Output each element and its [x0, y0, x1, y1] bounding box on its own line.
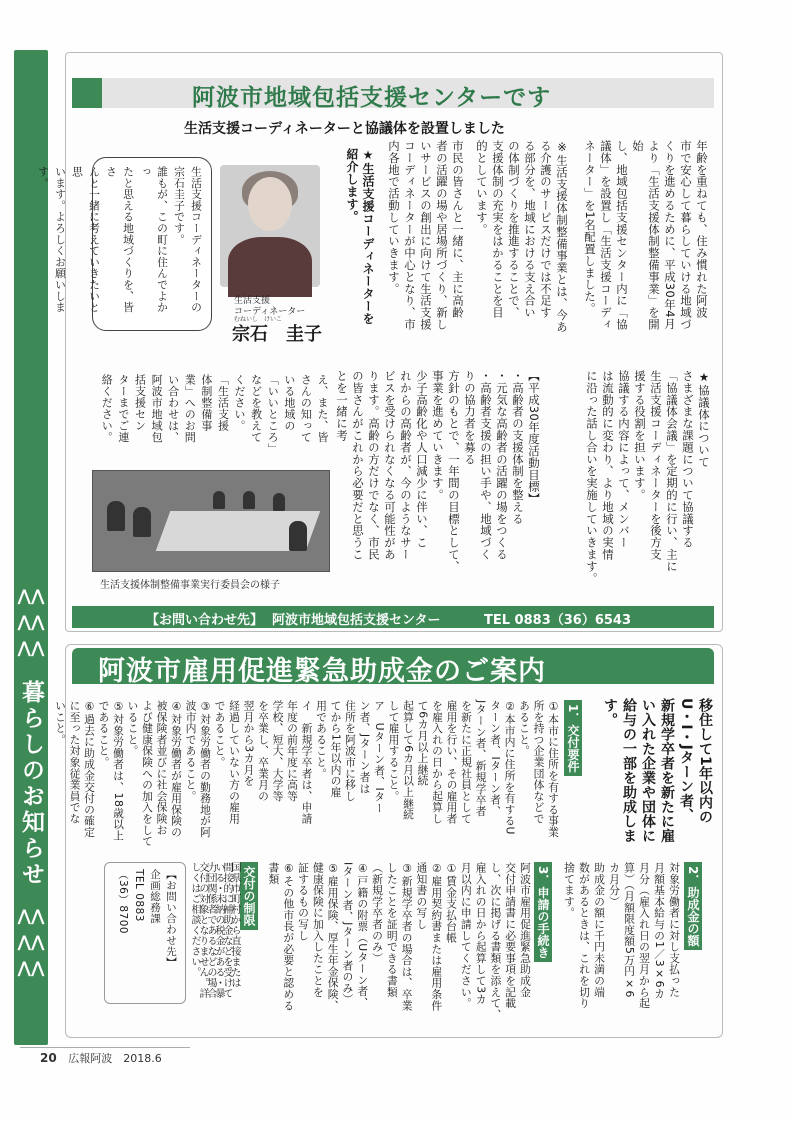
- requirements-list: [54, 700, 560, 860]
- text-line: の体制づくりを推進することで、: [507, 140, 521, 319]
- text-line: 絡ください。: [100, 374, 114, 443]
- text-line: たと思える地域づくりを、皆さ: [105, 166, 135, 313]
- speech-bubble: [37, 157, 212, 331]
- text-line: ・元気な高齢者の活躍の場をつくる: [495, 370, 509, 561]
- text-line: 業」へのお問: [183, 374, 197, 443]
- text-line: であること。: [213, 700, 227, 768]
- text-line: 【平成30年度活動目標】: [527, 370, 541, 505]
- side-section-title: 暮らしのお知らせ: [18, 680, 44, 888]
- bottom-title: 阿波市雇用促進緊急助成金のご案内: [98, 656, 546, 687]
- text-line: とを一緒に考: [335, 370, 349, 442]
- text-line: 用であること。: [315, 700, 328, 780]
- chevron-mark-icon: ⋀⋀: [17, 906, 45, 925]
- text-line: 対象労働者に対し支払った: [668, 862, 681, 998]
- text-line: 翌月から3カ月を: [242, 700, 256, 787]
- side-marks-bottom: [14, 905, 48, 983]
- text-line: ン者、Jターン者は: [358, 700, 372, 795]
- bottom-contact-text: [109, 869, 179, 997]
- note-paragraph: [470, 140, 570, 340]
- text-line: に沿った話し合いを実施していきます。: [585, 370, 599, 585]
- text-line: 住所を阿波市に移し: [344, 700, 357, 802]
- chevron-mark-icon: ⋀⋀: [17, 638, 45, 657]
- text-line: ・高齢者の支援体制を整える: [511, 370, 525, 525]
- text-line: 年度の前年度に高等: [286, 700, 299, 802]
- text-line: 給与の一部を助成しま: [621, 698, 637, 843]
- text-line: 月以内に申請してください。: [459, 862, 473, 1009]
- text-line: ・高齢者支援の担い手や、地域づく: [479, 370, 493, 561]
- text-line: 阿波市地域包: [150, 374, 164, 443]
- text-line: 市民の皆さんと一緒に、主に高齢: [451, 140, 465, 319]
- text-line: ターまでご連: [116, 374, 130, 443]
- text-line: あること。: [518, 700, 531, 757]
- text-line: ①本市に住所を有する事業: [547, 700, 560, 838]
- text-line: 援する役割を担います。: [633, 370, 647, 501]
- text-line: います。よろしくお願いします。: [37, 166, 67, 313]
- text-line: 企画総務課: [149, 869, 161, 924]
- text-line: しくはご相談ください。: [189, 862, 200, 978]
- text-line: 健康保険に加入したことを: [311, 862, 325, 998]
- text-line: いサービスの創出に向けて生活支援: [419, 140, 433, 331]
- text-line: 年齢を重ねても、住み慣れた阿波: [695, 140, 709, 319]
- text-line: ⑤雇用保険、厚生年金保険、: [326, 862, 340, 1012]
- text-line: より「生活支援体制整備事業」を開始: [631, 140, 661, 331]
- top-subtitle: 生活支援コーディネーターと協議体を設置しました: [184, 121, 505, 137]
- text-line: （36）8700: [117, 869, 129, 935]
- goals-paragraph: [334, 370, 542, 602]
- text-line: コーディネーターが中心となり、市: [403, 140, 417, 331]
- text-line: 紹介します。: [345, 148, 359, 223]
- text-line: 「協議体会議」を定期的に行い、主に: [665, 370, 679, 573]
- text-line: いる地域の: [282, 374, 296, 432]
- text-line: 学校、短大、大学等: [271, 700, 285, 802]
- text-line: ①賃金支払台帳: [445, 862, 459, 944]
- text-line: ビスを受けられなくなる可能性があ: [383, 370, 397, 561]
- bottom-title-banner: [72, 648, 714, 687]
- text-line: て6カ月以上継続: [416, 700, 430, 787]
- text-line: に至った対象従業員でな: [68, 700, 82, 825]
- text-line: 所を持つ企業団体などで: [532, 700, 546, 825]
- text-line: であること。: [97, 700, 111, 768]
- procedure-list: [264, 862, 532, 1032]
- text-line: Jターン者、新規学卒者: [474, 700, 488, 817]
- text-line: ⑥過去に助成金交付の確定: [83, 700, 96, 838]
- chevron-mark-icon: ⋀⋀: [17, 586, 45, 605]
- grant-lead: [598, 698, 714, 856]
- text-line: 的としています。: [475, 140, 489, 236]
- text-line: 国県市町村から直接または: [229, 862, 240, 988]
- text-line: さんの知って: [299, 374, 313, 443]
- text-line: して雇用すること。: [387, 700, 401, 802]
- council-paragraph: [546, 370, 712, 602]
- coordinator-portrait: [220, 165, 320, 287]
- text-line: 証するもの写し: [297, 862, 311, 942]
- text-line: 「いいところ」: [266, 374, 280, 455]
- text-line: いこと。: [54, 700, 67, 746]
- text-line: 力団関係者であるなどの場合: [205, 862, 216, 999]
- text-line: れからの高齢者が、今のようなサー: [399, 370, 413, 561]
- photo-caption: 生活支援体制整備事業実行委員会の様子: [100, 580, 280, 591]
- text-line: す。: [602, 698, 618, 727]
- text-line: 生活支援コーディネーターを後方支: [649, 370, 663, 561]
- text-line: ターン者、Iターン者、: [489, 700, 502, 817]
- text-line: ②本市内に住所を有するU: [503, 700, 517, 835]
- contact-organization: 阿波市地域包括支援センター: [272, 613, 441, 628]
- text-line: 通知書の写し: [415, 862, 429, 930]
- text-line: 内各地で活動していきます。: [387, 140, 401, 295]
- text-line: 宗石圭子です。: [173, 166, 186, 246]
- text-line: 経過していない方の雇用: [228, 700, 241, 825]
- footer-divider: [20, 1047, 190, 1048]
- text-line: ④対象労働者が雇用保険の: [170, 700, 183, 838]
- text-line: 書類: [267, 862, 281, 885]
- text-line: 市で安心して暮らしていける地域づ: [679, 140, 693, 331]
- text-line: ★生活支援コーディネーターを: [361, 148, 375, 325]
- text-line: ります。高齢の方だけでなく、市民: [367, 370, 381, 561]
- text-line: の皆さんがこれから必要だと思うこ: [351, 370, 365, 561]
- text-line: る介護のサービスだけでは不足す: [539, 140, 553, 319]
- text-line: 支援体制の充実をはかることを目: [491, 140, 505, 319]
- text-line: 括支援セン: [133, 374, 147, 432]
- footer: [40, 1050, 162, 1066]
- text-line: いる・未納の税金がある・暴: [213, 862, 224, 999]
- text-line: さまざまな課題について協議する: [681, 370, 695, 549]
- chevron-mark-icon: ⋀⋀: [17, 612, 45, 631]
- top-title: 阿波市地域包括支援センターです: [192, 85, 552, 111]
- top-title-banner: [72, 78, 714, 111]
- text-line: 方針のもとで、一年間の目標として、: [447, 370, 461, 573]
- text-line: 新規学卒者を新たに雇: [659, 698, 675, 843]
- section-requirements-head: 1．交付要件: [564, 700, 582, 776]
- restriction-list: [190, 862, 238, 1032]
- text-line: し、次に掲げる書類を添えて、: [489, 862, 503, 1021]
- text-line: を雇入れの日から起算し: [431, 700, 444, 825]
- text-line: 被保険者並びに社会保険お: [155, 700, 169, 836]
- bottom-contact-box: [104, 862, 186, 1004]
- text-line: ★協議体について: [697, 370, 711, 468]
- text-line: 雇用を行い、その雇用者: [445, 700, 459, 825]
- text-line: 【お問い合わせ先】: [165, 869, 177, 968]
- coordinator-role: 生活支援 コーディネーター: [234, 296, 306, 317]
- text-line: 雇入れの日から起算して3カ: [474, 862, 488, 1005]
- text-line: したことを証明できる書類: [385, 862, 399, 998]
- text-line: ②雇用契約書または雇用条件: [430, 862, 444, 1012]
- text-line: 事業を進めていきます。: [431, 370, 445, 501]
- bubble-text: [37, 166, 205, 324]
- text-line: 数があるときは、これを切り: [578, 862, 591, 1009]
- page-number: 20: [40, 1051, 57, 1065]
- text-line: 波市内であること。: [184, 700, 198, 802]
- text-line: 月額基本給与の1／3×6カ: [653, 862, 666, 1000]
- coordinator-furigana: むねいし けいこ: [234, 316, 283, 323]
- coordinator-name: 宗石 圭子: [232, 324, 322, 345]
- text-line: 月分（雇入れ日の翌月から起: [638, 862, 651, 1009]
- text-line: 誰もが、この町に住んでよかっ: [139, 166, 169, 313]
- section-restriction-head: 交付の制限: [240, 862, 258, 930]
- coordinator-intro-heading: [340, 148, 376, 348]
- contact-label: 【お問い合わせ先】: [146, 613, 264, 628]
- text-line: んと一緒に考えていきたいと思: [71, 166, 101, 313]
- text-line: 起算して6カ月以上継続: [402, 700, 415, 821]
- text-line: 算）（月額限度額5万円×6: [623, 862, 636, 998]
- text-line: え、また、皆: [316, 374, 329, 443]
- text-line: ア Uターン者、Iター: [373, 700, 386, 814]
- text-line: 生活支援コーディネーターの: [190, 166, 203, 313]
- text-line: 交付申請書に必要事項を記載: [504, 862, 518, 1009]
- text-line: い合わせは、: [166, 374, 180, 443]
- text-line: し、地域包括支援センター内に「協: [615, 140, 629, 331]
- text-line: TEL 0883: [133, 869, 145, 922]
- text-line: る部分を、地域における支え合い: [523, 140, 537, 319]
- text-line: 助成金の額に千円未満の端: [593, 862, 606, 998]
- text-line: 阿波市雇用促進緊急助成金: [519, 862, 532, 998]
- text-line: ※生活支援体制整備事業とは、今あ: [555, 140, 569, 333]
- text-line: を新たに正規社員として: [460, 700, 473, 825]
- text-line: てから1年以内の雇: [329, 700, 343, 798]
- text-line: ④戸籍の附票（Uターン者、: [356, 862, 370, 1009]
- text-line: ネーター」を1名配置しました。: [583, 140, 597, 315]
- publication-name: 広報阿波 2018.6: [68, 1052, 162, 1065]
- text-line: Iターン者、Jターン者のみ）: [341, 862, 355, 1005]
- intro-paragraph: [572, 140, 710, 340]
- text-line: 協議する内容によって、メンバー: [617, 370, 631, 549]
- text-line: 者の活躍の場や居場所づくり、新し: [435, 140, 449, 331]
- chevron-mark-icon: ⋀⋀: [17, 958, 45, 977]
- text-line: りの協力者を募る: [463, 370, 477, 466]
- text-line: 少子高齢化や人口減少に伴い、こ: [415, 370, 429, 549]
- text-line: ⑤対象労働者は、18歳以上: [112, 700, 125, 842]
- text-line: は流動的に変わり、より地域の実情: [601, 370, 615, 561]
- text-line: カ月分）: [608, 862, 621, 908]
- section-procedure-head: 3．申請の手続き: [534, 862, 552, 962]
- cooperation-paragraph: [380, 140, 466, 360]
- top-contact-bar: [72, 606, 714, 628]
- text-line: い入れた企業や団体に: [640, 698, 656, 843]
- text-line: 捨てます。: [563, 862, 576, 919]
- meeting-photo: [92, 470, 330, 572]
- text-line: よび健康保険への加入をして: [141, 700, 154, 847]
- side-marks-top: [14, 585, 48, 663]
- text-line: ください。: [233, 374, 247, 432]
- text-line: ⑥その他市長が必要と認める: [282, 862, 296, 1012]
- text-line: イ 新規学卒者は、申請: [300, 700, 314, 825]
- text-line: いること。: [126, 700, 140, 757]
- inquiry-paragraph: [96, 374, 330, 464]
- text-line: くりを進めるために、平成30年4月: [663, 140, 677, 330]
- text-line: U・I・Jターン者、: [678, 698, 694, 823]
- text-line: 議体」を設置し「生活支援コーディ: [599, 140, 613, 331]
- text-line: 「生活支援: [216, 374, 230, 432]
- text-line: を卒業し、卒業月の: [257, 700, 270, 802]
- text-line: などを教えて: [249, 374, 263, 443]
- text-line: 体制整備事: [199, 374, 213, 432]
- contact-phone: TEL 0883（36）6543: [484, 613, 632, 628]
- text-line: （新規学卒者のみ）: [371, 862, 385, 964]
- section-amount-head: 2．助成金の額: [684, 862, 702, 950]
- text-line: 間接的に補助金などを受けて: [221, 862, 232, 999]
- text-line: 移住して1年以内の: [697, 698, 713, 825]
- text-line: 交付の対象となりません。詳: [197, 862, 208, 999]
- chevron-mark-icon: ⋀⋀: [17, 932, 45, 951]
- amount-list: [560, 862, 682, 1032]
- text-line: ③新規学卒者の場合は、卒業: [400, 862, 414, 1012]
- text-line: ③対象労働者の勤務地が阿: [199, 700, 212, 838]
